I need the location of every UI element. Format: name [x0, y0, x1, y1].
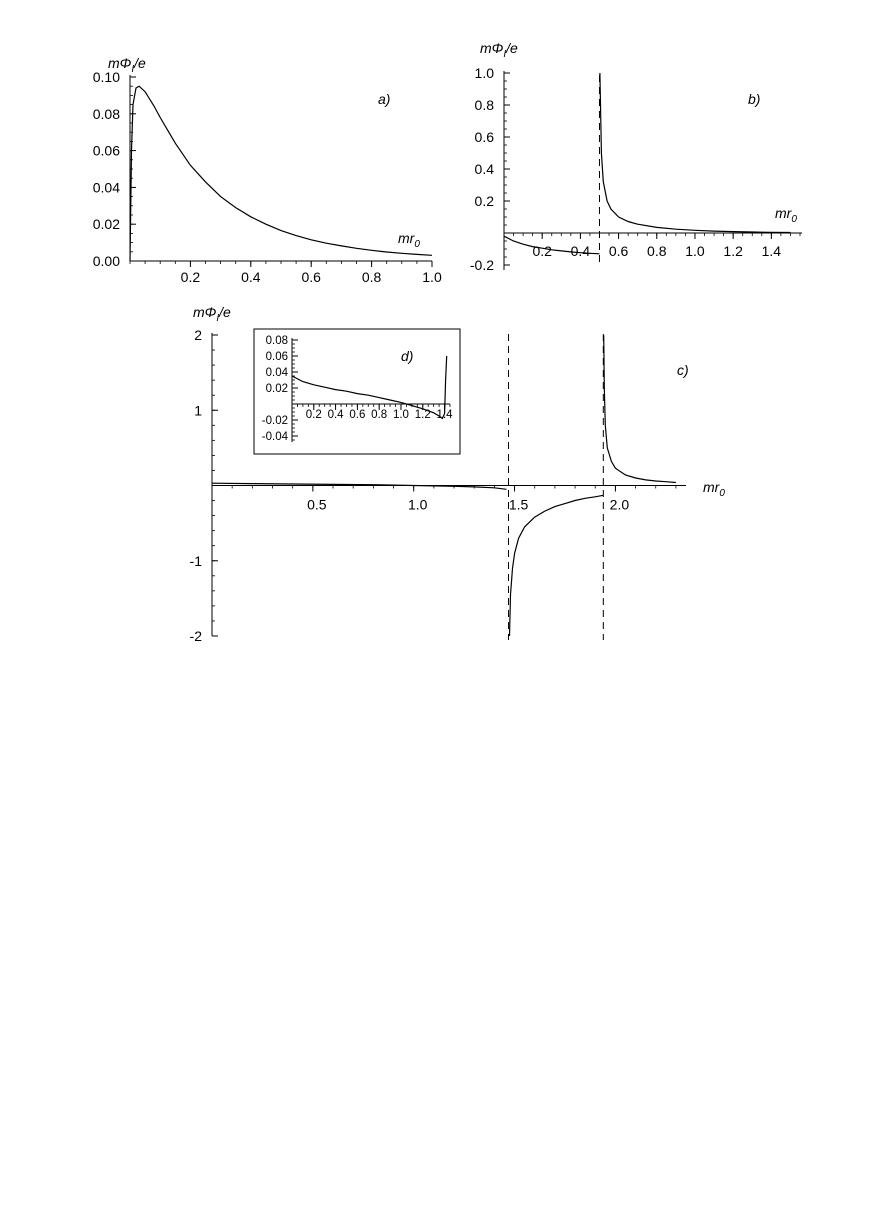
y-tick-label: 1 [194, 402, 202, 419]
series-line-1 [600, 73, 791, 233]
y-tick-label: 0.10 [92, 69, 120, 85]
x-tick-label: 1.0 [407, 496, 428, 513]
y-tick-label: 0.04 [92, 179, 120, 196]
y-tick-label: 0.00 [92, 253, 120, 269]
panel-label: b) [748, 91, 761, 107]
x-tick-label: 0.5 [307, 496, 327, 513]
x-tick-label: 1.4 [436, 409, 453, 421]
panel-b [470, 40, 802, 273]
x-tick-label: 2.0 [609, 496, 630, 513]
y-tick-label: -0.2 [469, 257, 494, 273]
panel-label: d) [401, 348, 414, 364]
x-tick-label: 1.0 [392, 409, 409, 421]
x-tick-label: 1.0 [685, 243, 705, 259]
series-line-2 [604, 335, 676, 483]
x-tick-label: 0.8 [361, 269, 382, 285]
x-tick-label: 0.6 [608, 243, 629, 259]
y-tick-label: 0.02 [92, 216, 120, 233]
y-tick-label: 0.02 [265, 383, 288, 395]
x-tick-label: 1.5 [508, 496, 529, 513]
x-axis-title: $mr_0$ [398, 230, 420, 250]
panel-a [93, 55, 442, 285]
panel-label: c) [677, 362, 689, 378]
x-tick-label: 0.6 [349, 409, 366, 421]
y-tick-label: 0.06 [265, 351, 288, 363]
y-tick-label: 0.04 [265, 367, 288, 379]
series-line-0 [130, 86, 432, 261]
y-tick-label: 1.0 [474, 65, 494, 81]
panel-d-inset [254, 329, 460, 454]
x-tick-label: 0.2 [305, 409, 322, 421]
y-axis-title: $m\Phi_I/e$ [108, 55, 146, 75]
y-axis-title: $m\Phi_I/e$ [193, 304, 231, 324]
y-axis-title: $m\Phi_I/e$ [480, 40, 518, 60]
x-tick-label: 0.4 [327, 409, 344, 421]
y-tick-label: 0.06 [92, 142, 120, 159]
x-tick-label: 1.2 [414, 409, 431, 421]
y-tick-label: 0.2 [474, 193, 494, 209]
y-tick-label: 0.08 [265, 335, 288, 347]
x-tick-label: 0.4 [570, 243, 591, 259]
y-tick-label: 0.8 [474, 97, 494, 113]
x-tick-label: 0.2 [180, 269, 201, 285]
y-tick-label: 0.4 [474, 161, 494, 177]
x-axis-title: $mr_0$ [775, 205, 797, 225]
y-tick-label: -0.04 [261, 431, 288, 443]
x-axis-title: $mr_0$ [703, 479, 725, 499]
x-tick-label: 0.8 [371, 409, 388, 421]
panel-label: a) [378, 91, 391, 107]
y-tick-label: -2 [189, 628, 202, 644]
y-tick-label: 2 [194, 327, 202, 343]
series-line-1 [510, 495, 604, 636]
y-tick-label: 0.6 [474, 129, 494, 145]
x-tick-label: 0.4 [241, 269, 261, 285]
x-tick-label: 0.2 [532, 243, 552, 259]
x-tick-label: 1.4 [761, 243, 782, 259]
x-tick-label: 0.8 [647, 243, 667, 259]
x-tick-label: 1.2 [723, 243, 743, 259]
x-tick-label: 0.6 [301, 269, 321, 285]
y-tick-label: -0.02 [261, 415, 288, 427]
y-tick-label: -1 [189, 552, 202, 569]
series-line-0 [212, 483, 507, 489]
y-tick-label: 0.08 [92, 105, 120, 122]
x-tick-label: 1.0 [422, 269, 442, 285]
